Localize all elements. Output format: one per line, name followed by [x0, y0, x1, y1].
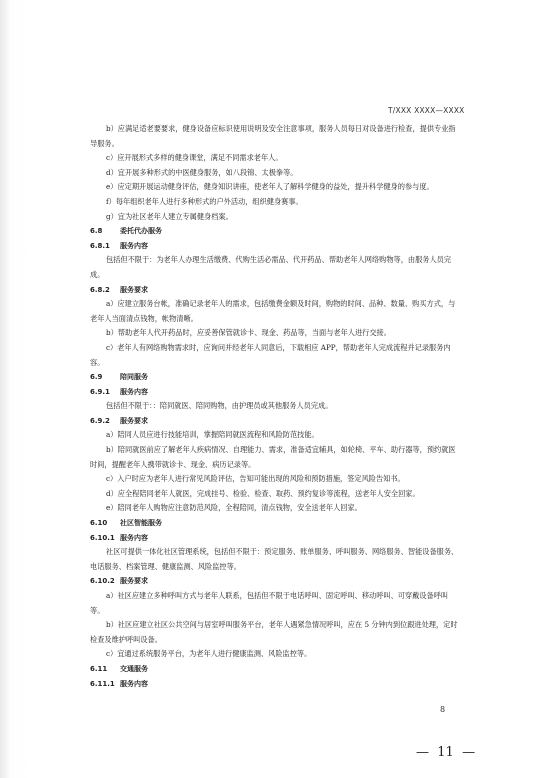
- section-number: 6.11: [90, 664, 108, 673]
- paragraph: a）陪同人员应进行技能培训，掌握陪同就医流程和风险防范技能。: [106, 430, 319, 440]
- section-number: 6.8: [90, 227, 103, 236]
- subsection-heading: [90, 283, 462, 298]
- section-heading: [90, 370, 462, 385]
- subsection-heading: [90, 574, 462, 589]
- subsection-heading: [90, 414, 462, 429]
- page-number: 8: [440, 705, 446, 714]
- section-number: 6.9.1: [90, 387, 110, 396]
- document-body: [90, 122, 462, 691]
- section-number: 6.8.1: [90, 241, 110, 250]
- paragraph: b）社区应建立社区公共空间与居室呼叫服务平台，老年人遇紧急情况呼叫，应在 5 分钟内到位跟进处理，定时检查及维护呼叫设备。: [90, 620, 458, 644]
- paragraph: g）宜为社区老年人建立专属健身档案。: [106, 211, 233, 221]
- paragraph: b）帮助老年人代开药品时，应妥善保管就诊卡、现金、药品等，当面与老年人进行交接。: [106, 328, 391, 338]
- paragraph: c）老年人有网络购物需求时，应询问并经老年人同意后，下载相应 APP，帮助老年人完成流程并记录服务内容。: [90, 342, 451, 367]
- section-number: 6.9.2: [90, 416, 110, 425]
- document-code: T/XXX XXXX—XXXX: [388, 106, 465, 115]
- section-number: 6.11.1: [90, 679, 115, 688]
- section-heading: [90, 662, 462, 677]
- section-title: 服务内容: [120, 679, 148, 688]
- section-title: 服务要求: [120, 285, 148, 294]
- section-number: 6.10.2: [90, 577, 115, 586]
- paragraph: c）宜通过系统服务平台，为老年人进行健康监测、风险监控等。: [106, 649, 312, 659]
- paragraph: 社区可提供一体化社区管理系统，包括但不限于：预定服务、账单服务、呼叫服务、网络服务、智能设备服务、电话服务、档案管理、健康监测、风险监控等。: [90, 547, 459, 571]
- section-heading: [90, 224, 462, 239]
- paragraph: d）应全程陪同老年人就医，完成挂号、检验、检查、取药、预约复诊等流程，送老年人安全回家。: [106, 488, 420, 498]
- footer-page-number: — 11 —: [416, 745, 476, 760]
- paragraph: 包括但不限于：为老年人办理生活缴费、代购生活必需品、代开药品、帮助老年人网络购物等，由服务人员完成。: [90, 255, 452, 279]
- paragraph: c）应开展形式多样的健身课堂，满足不同需求老年人。: [106, 153, 283, 163]
- section-title: 服务内容: [120, 241, 148, 250]
- section-number: 6.10: [90, 519, 108, 528]
- subsection-heading: [90, 239, 462, 254]
- paragraph: b）应满足适老要要求，健身设备应标识使用说明及安全注意事项，服务人员每日对设备进行检查，提供专业指导服务。: [90, 124, 456, 148]
- paragraph: e）陪同老年人购物应注意防范风险，全程陪同，清点钱物，安全送老年人回家。: [106, 503, 362, 513]
- section-title: 社区智能服务: [120, 519, 162, 528]
- section-title: 交通服务: [120, 664, 148, 673]
- subsection-heading: [90, 385, 462, 400]
- paragraph: 包括但不限于：：陪同就医、陪同购物，由护理员或其他服务人员完成。: [106, 401, 333, 411]
- paragraph: b）陪同就医前应了解老年人疾病情况、自理能力、需求，准备适宜辅具，如轮椅、平车、助行器等，预约就医时间，提醒老年人携带就诊卡、现金、病历记录等。: [90, 445, 456, 469]
- section-heading: [90, 516, 462, 531]
- section-title: 陪同服务: [120, 373, 148, 382]
- paragraph: c）入户时应为老年人进行常见风险评估，告知可能出现的风险和预防措施，签定风险告知书。: [106, 474, 405, 484]
- paragraph: a）社区应建立多种呼叫方式与老年人联系，包括但不限于电话呼叫、固定呼叫、移动呼叫、可穿戴设备呼叫等。: [90, 591, 449, 615]
- subsection-heading: [90, 677, 462, 692]
- paragraph: a）应建立服务台帐，准确记录老年人的需求，包括缴费金额及时间，购物的时间、品种、数量、购买方式，与老年人当面清点钱物，帐物清晰。: [90, 299, 456, 323]
- section-title: 服务内容: [120, 387, 148, 396]
- section-title: 服务要求: [120, 577, 148, 586]
- section-number: 6.8.2: [90, 285, 110, 294]
- subsection-heading: [90, 531, 462, 546]
- section-title: 委托代办服务: [120, 227, 162, 236]
- section-title: 服务内容: [120, 533, 148, 542]
- paragraph: e）应定期开展运动健身评估，健身知识讲座，使老年人了解科学健身的益处，提升科学健身的参与度。: [106, 182, 434, 192]
- section-title: 服务要求: [120, 416, 148, 425]
- section-number: 6.10.1: [90, 533, 115, 542]
- paragraph: f）每年组织老年人进行多种形式的户外活动，组织健身赛事。: [106, 196, 303, 206]
- paragraph: d）宜开展多种形式的中医健身服务，如八段锦、太极拳等。: [106, 167, 298, 177]
- section-number: 6.9: [90, 373, 103, 382]
